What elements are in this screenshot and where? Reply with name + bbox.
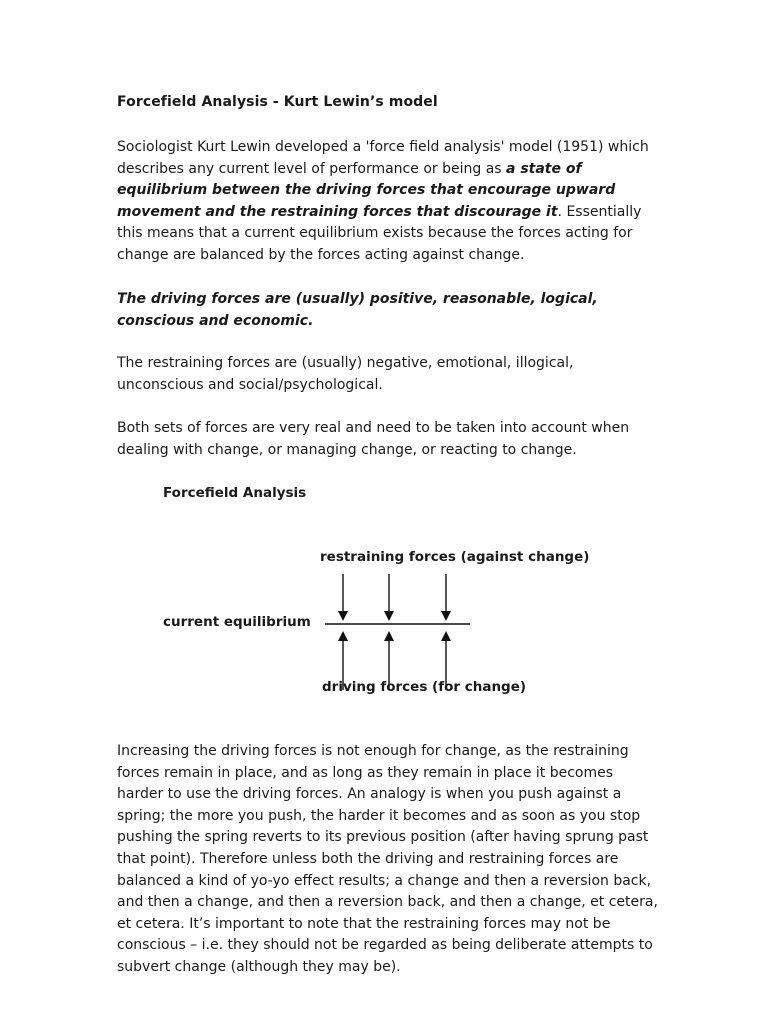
conclusion-paragraph: Increasing the driving forces is not enough for change, as the restraining forces remain in place, and as long as they remain in place it becomes harder to use the driving forces. An analogy is when you push against a spring; the more you push, the harder it becomes and as soon as you stop pushing the spring reverts to its previous position (after having sprung past that point). Therefore unless both the driving and restraining forces are balanced a kind of yo-yo effect results; a change and then a reversion back, and then a change, and then a reversion back, and then a change, et cetera, et cetera. It’s important to note that the restraining forces may not be conscious – i.e. they should not be regarded as being deliberate attempts to subvert change (although they may be).	[117, 743, 658, 975]
intro-paragraph	[117, 137, 662, 267]
both-forces-paragraph: Both sets of forces are very real and need to be taken into account when dealing with change, or managing change, or reacting to change.	[117, 420, 630, 458]
document-title: Forcefield Analysis - Kurt Lewin’s model	[117, 94, 438, 110]
diagram-title: Forcefield Analysis	[163, 485, 307, 501]
intro-text-end: . Essentially this means that a current equilibrium exists because the forces acting for change are balanced by the forces acting against change.	[117, 203, 642, 263]
intro-emphasis: a state of equilibrium between the driving forces that encourage upward movement and the restraining forces that discourage it	[117, 160, 616, 220]
restraining-forces-paragraph: The restraining forces are (usually) negative, emotional, illogical, unconscious and social/psychological.	[117, 355, 574, 393]
driving-forces-paragraph: The driving forces are (usually) positive, reasonable, logical, conscious and economic.	[117, 291, 598, 329]
current-equilibrium-label: current equilibrium	[163, 614, 311, 630]
restraining-forces-label: restraining forces (against change)	[320, 549, 590, 565]
intro-text-start: Sociologist Kurt Lewin developed a 'force field analysis' model (1951) which describes any current level of performance or being as	[117, 139, 649, 177]
forcefield-diagram	[320, 570, 480, 690]
driving-forces-label: driving forces (for change)	[322, 679, 527, 695]
